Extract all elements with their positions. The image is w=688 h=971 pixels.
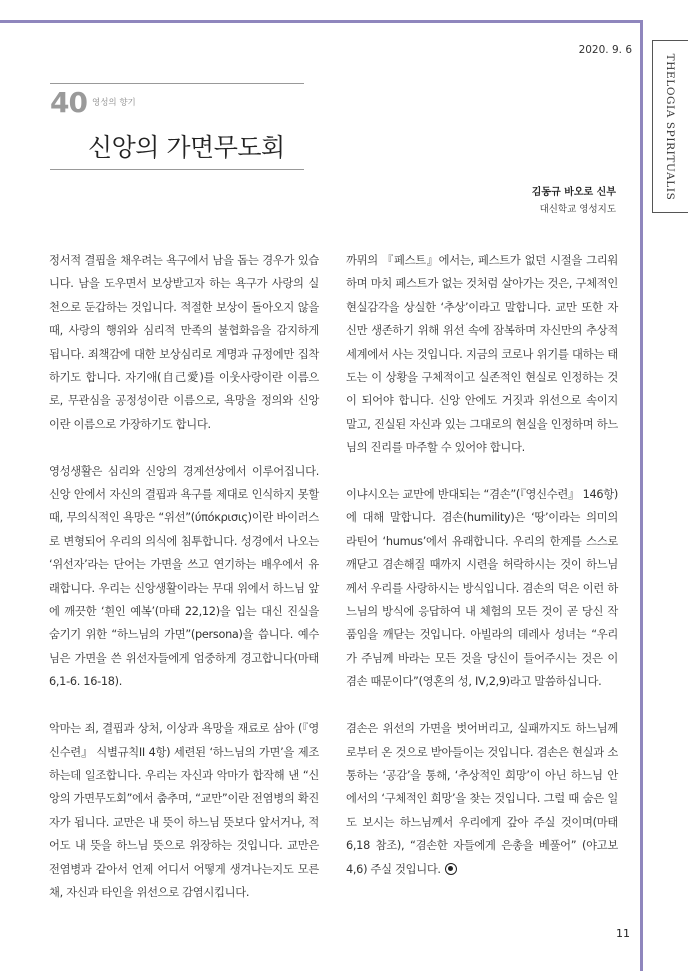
- paragraph: [346, 717, 618, 881]
- page-number: 11: [616, 927, 630, 940]
- paragraph: 까뮈의 『페스트』에서는, 페스트가 없던 시절을 그리워하며 마치 페스트가 없는 것처럼 살아가는 것은, 구체적인 현실감각을 상실한 ‘추상’이라고 말합니다. 교만 또한 자신만 생존하기 위해 위선 속에 잠복하며 자신만의 추상적 세계에서 사는 것입니다. 지금의 코로나 위기를 대하는 태도는 이 상황을 구체적이고 실존적인 현실로 인정하는 것이 되어야 합니다. 신앙 안에도 거짓과 위선으로 속이지 말고, 진실된 자신과 있는 그대로의 현실을 인정하며 하느님의 진리를 마주할 수 있어야 합니다.: [346, 254, 618, 455]
- author-name: 김동규 바오로 신부: [531, 187, 616, 198]
- end-mark-icon: [445, 863, 457, 875]
- header-rule-top: [50, 83, 304, 84]
- section-label: 영성의 향기: [92, 98, 136, 108]
- side-tab-label: THELOGIA SPIRITUALIS: [664, 53, 676, 201]
- top-border: [0, 20, 640, 23]
- paragraph: 이냐시오는 교만에 반대되는 “겸손”(『영신수련』 146항)에 대해 말합니다. 겸손(humility)은 ‘땅’이라는 의미의 라틴어 ‘humus’에서 유래합니다. 우리의 한계를 스스로 깨닫고 겸손해질 때까지 시련을 허락하시는 것이 하느님께서 우리를 사랑하시는 방식입니다. 겸손의 덕은 이런 하느님의 방식에 응답하여 내 체험의 모든 것이 곧 당신 작품임을 깨닫는 것입니다. 아빌라의 데레사 성녀는 “우리가 주님께 바라는 모든 것을 당신이 들어주시는 것은 이 겸손 때문이다”(영혼의 성, IV,2,9)라고 말씀하십니다.: [346, 488, 618, 689]
- right-border: [640, 20, 643, 971]
- article-title: 신앙의 가면무도회: [88, 133, 285, 162]
- tab-divider-bottom: [652, 212, 688, 213]
- paragraph: 정서적 결핍을 채우려는 욕구에서 남을 돕는 경우가 있습니다. 남을 도우면서 보상받고자 하는 욕구가 사랑의 실천으로 둔갑하는 것입니다. 적절한 보상이 돌아오지 않을 때, 사랑의 행위와 심리적 만족의 불협화음을 감지하게 됩니다. 죄책감에 대한 보상심리로 계명과 규정에만 집착하기도 합니다. 자기애(自己愛)를 이웃사랑이란 이름으로, 무관심을 공정성이란 이름으로, 욕망을 정의와 신앙이란 이름으로 가장하기도 합니다.: [49, 254, 319, 431]
- left-column: [49, 249, 319, 928]
- issue-date: 2020. 9. 6: [578, 44, 632, 56]
- author-affiliation: 대신학교 영성지도: [539, 204, 616, 215]
- tab-divider-top: [652, 40, 688, 41]
- series-number: 40: [50, 86, 87, 119]
- paragraph-text: 겸손은 위선의 가면을 벗어버리고, 실패까지도 하느님께로부터 온 것으로 받아들이는 것입니다. 겸손은 현실과 소통하는 ‘공감’을 통해, ‘추상적인 희망’이 아닌 하느님 안에서의 ‘구체적인 희망’을 찾는 것입니다. 그럴 때 숨은 일도 보시는 하느님께서 우리에게 갚아 주실 것이며(마태 6,18 참조), “겸손한 자들에게 은총을 베풀어” (야고보 4,6) 주실 것입니다.: [346, 722, 618, 876]
- paragraph: 악마는 죄, 결핍과 상처, 이상과 욕망을 재료로 삼아 (『영신수련』 식별규칙II 4항) 세련된 ‘하느님의 가면’을 제조하는데 일조합니다. 우리는 자신과 악마가 합작해 낸 “신앙의 가면무도회”에서 춤추며, “교만”이란 전염병의 확진자가 됩니다. 교만은 내 뜻이 하느님 뜻보다 앞서거나, 적어도 내 뜻을 하느님 뜻으로 위장하는 것입니다. 교만은 전염병과 같아서 언제 어디서 어떻게 생겨나는지도 모른 채, 자신과 타인을 위선으로 감염시킵니다.: [49, 722, 319, 899]
- paragraph: 영성생활은 심리와 신앙의 경계선상에서 이루어집니다. 신앙 안에서 자신의 결핍과 욕구를 제대로 인식하지 못할 때, 무의식적인 욕망은 “위선”(ύπόκρισις)이란 바이러스로 변형되어 우리의 의식에 침투합니다. 성경에서 나오는 ‘위선자’라는 단어는 가면을 쓰고 연기하는 배우에서 유래합니다. 우리는 신앙생활이라는 무대 위에서 하느님 앞에 깨끗한 ‘흰인 예복’(마태 22,12)을 입는 대신 진실을 숨기기 위한 “하느님의 가면”(persona)을 씁니다. 예수님은 가면을 쓴 위선자들에게 엄중하게 경고합니다(마태 6,1-6. 16-18).: [49, 464, 319, 689]
- right-column: [346, 249, 618, 904]
- side-tab: [658, 46, 682, 208]
- header-rule-bottom: [50, 169, 304, 170]
- tab-divider-left: [652, 40, 653, 213]
